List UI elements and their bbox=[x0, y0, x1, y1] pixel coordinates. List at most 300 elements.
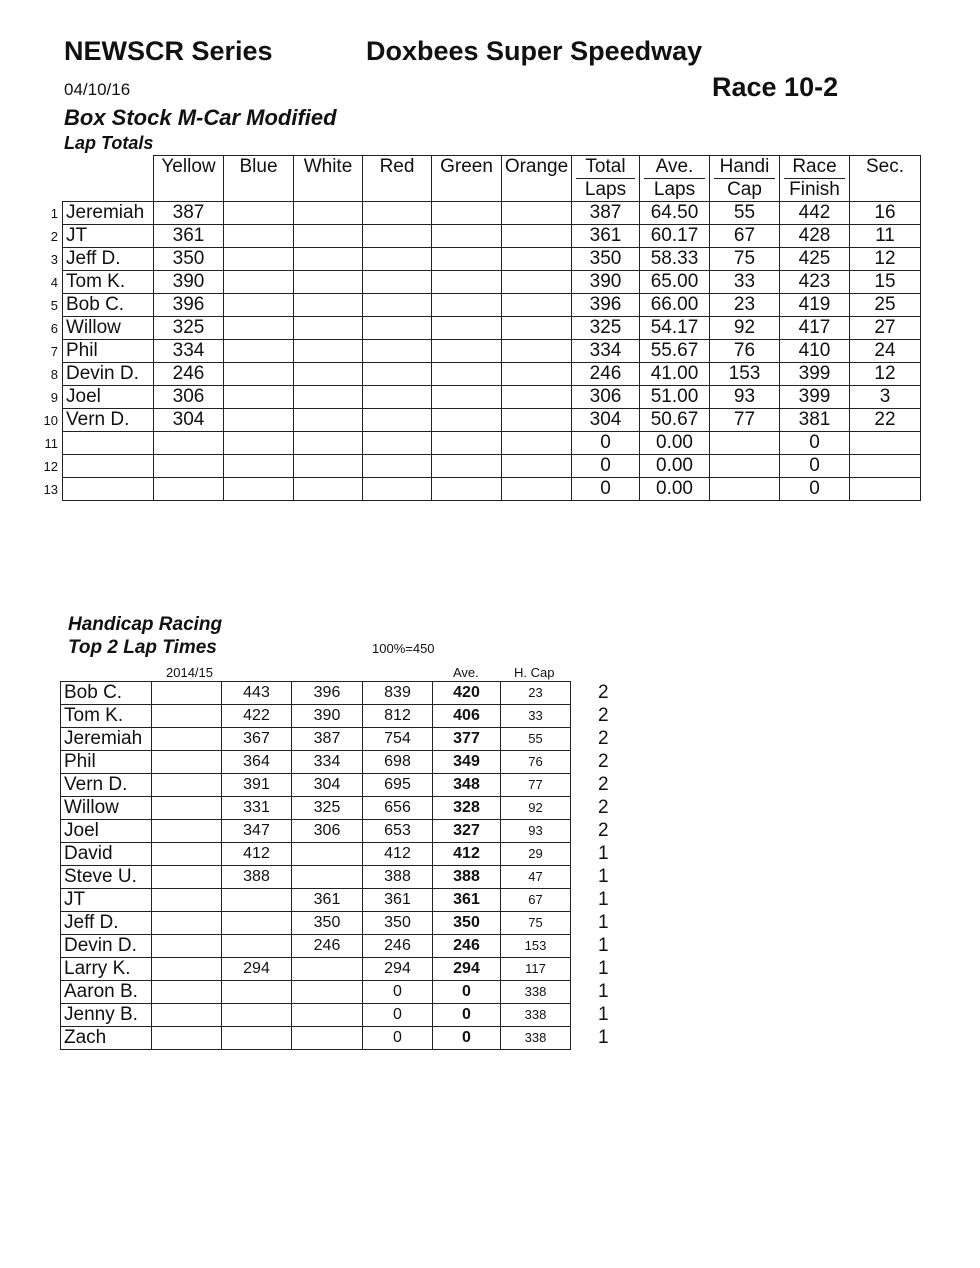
cell-empty bbox=[432, 432, 502, 455]
lap-table-header bbox=[63, 156, 921, 202]
hc-cell-c3: 246 bbox=[292, 935, 363, 958]
cell-empty bbox=[502, 317, 572, 340]
cell-empty bbox=[294, 294, 363, 317]
hc-cell-sum: 0 bbox=[363, 981, 433, 1004]
hc-cell-c1 bbox=[152, 728, 222, 751]
cell-empty bbox=[294, 432, 363, 455]
hc-cell-ave: 349 bbox=[433, 751, 501, 774]
cell-name: Bob C. bbox=[63, 294, 154, 317]
hc-cell-sum: 388 bbox=[363, 866, 433, 889]
lap-row bbox=[63, 271, 921, 294]
col-race-sub: Finish bbox=[789, 179, 840, 200]
cell-finish: 442 bbox=[780, 202, 850, 225]
cell-empty bbox=[294, 478, 363, 501]
cell-sec: 24 bbox=[850, 340, 921, 363]
col-total-laps bbox=[572, 156, 640, 202]
cell-total: 350 bbox=[572, 248, 640, 271]
cell-empty bbox=[224, 340, 294, 363]
race-count: 2 bbox=[598, 728, 609, 749]
race-count: 1 bbox=[598, 1027, 609, 1048]
hc-cell-name: Phil bbox=[61, 751, 152, 774]
series-title: NEWSCR Series bbox=[64, 36, 273, 66]
cell-empty bbox=[224, 432, 294, 455]
cell-total: 361 bbox=[572, 225, 640, 248]
hc-cell-c1 bbox=[152, 912, 222, 935]
row-number: 9 bbox=[50, 390, 58, 405]
cell-finish: 428 bbox=[780, 225, 850, 248]
race-count: 1 bbox=[598, 1004, 609, 1025]
col-race-label: Race bbox=[784, 156, 845, 179]
cell-finish: 381 bbox=[780, 409, 850, 432]
cell-empty bbox=[502, 294, 572, 317]
hc-cell-ave: 0 bbox=[433, 1027, 501, 1050]
hc-cell-c1 bbox=[152, 820, 222, 843]
handicap-row bbox=[61, 889, 571, 912]
col-orange: Orange bbox=[502, 156, 572, 202]
lap-row bbox=[63, 432, 921, 455]
cell-empty bbox=[502, 363, 572, 386]
hc-cell-hcap: 153 bbox=[501, 935, 571, 958]
hc-cell-sum: 0 bbox=[363, 1027, 433, 1050]
cell-empty bbox=[224, 202, 294, 225]
cell-empty bbox=[224, 455, 294, 478]
cell-empty bbox=[224, 271, 294, 294]
cell-name: Tom K. bbox=[63, 271, 154, 294]
handicap-title: Handicap Racing bbox=[68, 614, 223, 635]
cell-empty bbox=[294, 455, 363, 478]
cell-name: Devin D. bbox=[63, 363, 154, 386]
cell-ave: 0.00 bbox=[640, 432, 710, 455]
cell-empty bbox=[502, 202, 572, 225]
hc-cell-sum: 812 bbox=[363, 705, 433, 728]
season-label: 2014/15 bbox=[166, 665, 213, 680]
col-ave-sub: Laps bbox=[653, 179, 696, 200]
hc-cell-c1 bbox=[152, 797, 222, 820]
handicap-row bbox=[61, 935, 571, 958]
hc-cell-c1 bbox=[152, 774, 222, 797]
lap-row bbox=[63, 455, 921, 478]
row-number: 4 bbox=[50, 275, 58, 290]
cell-empty bbox=[363, 202, 432, 225]
hc-cell-hcap: 23 bbox=[501, 682, 571, 705]
hc-cell-sum: 653 bbox=[363, 820, 433, 843]
col-race-finish bbox=[780, 156, 850, 202]
hc-cell-sum: 294 bbox=[363, 958, 433, 981]
percent-note: 100%=450 bbox=[372, 641, 435, 656]
cell-empty bbox=[294, 317, 363, 340]
hc-cell-c1 bbox=[152, 935, 222, 958]
handicap-row bbox=[61, 981, 571, 1004]
col-blue: Blue bbox=[224, 156, 294, 202]
cell-sec: 12 bbox=[850, 363, 921, 386]
cell-total: 390 bbox=[572, 271, 640, 294]
cell-name: Jeremiah bbox=[63, 202, 154, 225]
hc-cell-sum: 0 bbox=[363, 1004, 433, 1027]
cell-name: Joel bbox=[63, 386, 154, 409]
hc-cell-hcap: 67 bbox=[501, 889, 571, 912]
cell-empty bbox=[363, 386, 432, 409]
row-number: 11 bbox=[44, 436, 58, 451]
hc-cell-c2: 364 bbox=[222, 751, 292, 774]
cell-yellow bbox=[154, 432, 224, 455]
hc-cell-c3 bbox=[292, 958, 363, 981]
cell-empty bbox=[224, 248, 294, 271]
hc-cell-hcap: 93 bbox=[501, 820, 571, 843]
hc-cell-sum: 698 bbox=[363, 751, 433, 774]
hc-cell-c3: 304 bbox=[292, 774, 363, 797]
cell-empty bbox=[224, 363, 294, 386]
cell-finish: 399 bbox=[780, 363, 850, 386]
hc-cell-hcap: 77 bbox=[501, 774, 571, 797]
cell-ave: 41.00 bbox=[640, 363, 710, 386]
hc-cell-c3: 387 bbox=[292, 728, 363, 751]
cell-empty bbox=[363, 363, 432, 386]
cell-empty bbox=[363, 478, 432, 501]
handicap-row bbox=[61, 682, 571, 705]
hc-cell-c1 bbox=[152, 958, 222, 981]
cell-sec: 16 bbox=[850, 202, 921, 225]
hc-cell-name: Steve U. bbox=[61, 866, 152, 889]
cell-sec bbox=[850, 478, 921, 501]
hc-cell-c3 bbox=[292, 1004, 363, 1027]
cell-ave: 0.00 bbox=[640, 478, 710, 501]
cell-finish: 0 bbox=[780, 432, 850, 455]
hc-cell-c2: 294 bbox=[222, 958, 292, 981]
cell-empty bbox=[363, 317, 432, 340]
hc-cell-sum: 350 bbox=[363, 912, 433, 935]
cell-total: 334 bbox=[572, 340, 640, 363]
cell-finish: 417 bbox=[780, 317, 850, 340]
hc-cell-name: David bbox=[61, 843, 152, 866]
race-count: 2 bbox=[598, 705, 609, 726]
cell-hcap bbox=[710, 478, 780, 501]
cell-empty bbox=[363, 432, 432, 455]
cell-ave: 54.17 bbox=[640, 317, 710, 340]
hc-cell-c1 bbox=[152, 1027, 222, 1050]
race-date: 04/10/16 bbox=[64, 80, 131, 99]
hc-cell-c3: 306 bbox=[292, 820, 363, 843]
row-number: 10 bbox=[43, 413, 58, 428]
row-number: 6 bbox=[50, 321, 58, 336]
cell-empty bbox=[294, 363, 363, 386]
cell-finish: 423 bbox=[780, 271, 850, 294]
cell-sec bbox=[850, 455, 921, 478]
row-number: 1 bbox=[50, 206, 58, 221]
cell-ave: 0.00 bbox=[640, 455, 710, 478]
cell-ave: 66.00 bbox=[640, 294, 710, 317]
hc-cell-name: Joel bbox=[61, 820, 152, 843]
hc-cell-name: Larry K. bbox=[61, 958, 152, 981]
lap-row bbox=[63, 225, 921, 248]
cell-hcap: 33 bbox=[710, 271, 780, 294]
hc-cell-c3: 325 bbox=[292, 797, 363, 820]
hc-cell-ave: 294 bbox=[433, 958, 501, 981]
cell-finish: 399 bbox=[780, 386, 850, 409]
cell-name: Jeff D. bbox=[63, 248, 154, 271]
cell-yellow: 334 bbox=[154, 340, 224, 363]
cell-ave: 55.67 bbox=[640, 340, 710, 363]
race-number: Race 10-2 bbox=[712, 72, 839, 102]
cell-total: 387 bbox=[572, 202, 640, 225]
cell-name: Willow bbox=[63, 317, 154, 340]
lap-row bbox=[63, 294, 921, 317]
cell-yellow: 350 bbox=[154, 248, 224, 271]
col-ave-laps bbox=[640, 156, 710, 202]
cell-empty bbox=[432, 455, 502, 478]
cell-hcap: 67 bbox=[710, 225, 780, 248]
race-count: 1 bbox=[598, 958, 609, 979]
cell-name: Phil bbox=[63, 340, 154, 363]
cell-empty bbox=[432, 340, 502, 363]
cell-empty bbox=[502, 271, 572, 294]
row-number: 13 bbox=[43, 482, 58, 497]
cell-hcap: 55 bbox=[710, 202, 780, 225]
cell-empty bbox=[363, 340, 432, 363]
cell-finish: 0 bbox=[780, 478, 850, 501]
cell-yellow: 387 bbox=[154, 202, 224, 225]
lap-row bbox=[63, 248, 921, 271]
hc-cell-hcap: 338 bbox=[501, 1004, 571, 1027]
hc-cell-sum: 839 bbox=[363, 682, 433, 705]
hc-cell-sum: 754 bbox=[363, 728, 433, 751]
hc-cell-ave: 0 bbox=[433, 1004, 501, 1027]
cell-sec: 25 bbox=[850, 294, 921, 317]
handicap-row bbox=[61, 958, 571, 981]
lap-row bbox=[63, 363, 921, 386]
cell-total: 396 bbox=[572, 294, 640, 317]
col-ave-label: Ave. bbox=[644, 156, 705, 179]
race-count: 1 bbox=[598, 843, 609, 864]
hc-cell-c1 bbox=[152, 866, 222, 889]
cell-hcap: 75 bbox=[710, 248, 780, 271]
cell-ave: 65.00 bbox=[640, 271, 710, 294]
cell-ave: 50.67 bbox=[640, 409, 710, 432]
cell-empty bbox=[432, 478, 502, 501]
handicap-row bbox=[61, 1027, 571, 1050]
col-sec: Sec. bbox=[850, 156, 921, 202]
hc-cell-c1 bbox=[152, 889, 222, 912]
cell-name bbox=[63, 432, 154, 455]
hc-cell-c3: 396 bbox=[292, 682, 363, 705]
cell-empty bbox=[363, 455, 432, 478]
hc-cell-c2: 367 bbox=[222, 728, 292, 751]
hc-cell-name: JT bbox=[61, 889, 152, 912]
cell-total: 0 bbox=[572, 432, 640, 455]
hc-cell-ave: 350 bbox=[433, 912, 501, 935]
hc-cell-hcap: 338 bbox=[501, 1027, 571, 1050]
handicap-row bbox=[61, 728, 571, 751]
hc-cell-c2 bbox=[222, 889, 292, 912]
hc-cell-ave: 412 bbox=[433, 843, 501, 866]
col-total-sub: Laps bbox=[584, 179, 627, 200]
cell-total: 306 bbox=[572, 386, 640, 409]
race-count: 2 bbox=[598, 797, 609, 818]
handicap-row bbox=[61, 797, 571, 820]
col-yellow: Yellow bbox=[154, 156, 224, 202]
lap-row bbox=[63, 340, 921, 363]
col-handicap bbox=[710, 156, 780, 202]
cell-empty bbox=[294, 225, 363, 248]
handicap-row bbox=[61, 774, 571, 797]
cell-name: Vern D. bbox=[63, 409, 154, 432]
hc-cell-c1 bbox=[152, 682, 222, 705]
col-red: Red bbox=[363, 156, 432, 202]
cell-empty bbox=[294, 271, 363, 294]
hc-cell-c1 bbox=[152, 981, 222, 1004]
lap-row bbox=[63, 409, 921, 432]
cell-hcap: 153 bbox=[710, 363, 780, 386]
cell-empty bbox=[502, 478, 572, 501]
cell-empty bbox=[294, 248, 363, 271]
hc-cell-sum: 361 bbox=[363, 889, 433, 912]
hc-cell-hcap: 55 bbox=[501, 728, 571, 751]
hc-cell-ave: 328 bbox=[433, 797, 501, 820]
hc-cell-hcap: 75 bbox=[501, 912, 571, 935]
handicap-row bbox=[61, 820, 571, 843]
race-count: 2 bbox=[598, 751, 609, 772]
hc-cell-name: Aaron B. bbox=[61, 981, 152, 1004]
hc-cell-sum: 412 bbox=[363, 843, 433, 866]
cell-empty bbox=[502, 455, 572, 478]
race-count: 2 bbox=[598, 774, 609, 795]
hc-cell-sum: 246 bbox=[363, 935, 433, 958]
handicap-row bbox=[61, 912, 571, 935]
hc-cell-sum: 695 bbox=[363, 774, 433, 797]
hc-cell-hcap: 338 bbox=[501, 981, 571, 1004]
cell-sec: 27 bbox=[850, 317, 921, 340]
col-handi-sub: Cap bbox=[727, 179, 762, 200]
row-number: 12 bbox=[43, 459, 58, 474]
cell-empty bbox=[432, 386, 502, 409]
hc-cell-c2 bbox=[222, 1027, 292, 1050]
col-handi-label: Handi bbox=[714, 156, 775, 179]
cell-empty bbox=[363, 271, 432, 294]
cell-yellow bbox=[154, 478, 224, 501]
cell-empty bbox=[363, 248, 432, 271]
hc-cell-name: Tom K. bbox=[61, 705, 152, 728]
cell-name: JT bbox=[63, 225, 154, 248]
hc-cell-name: Jenny B. bbox=[61, 1004, 152, 1027]
hc-cell-c2: 412 bbox=[222, 843, 292, 866]
handicap-subtitle: Top 2 Lap Times bbox=[68, 637, 217, 658]
hc-cell-c1 bbox=[152, 1004, 222, 1027]
cell-yellow: 361 bbox=[154, 225, 224, 248]
cell-empty bbox=[502, 340, 572, 363]
cell-empty bbox=[363, 294, 432, 317]
cell-empty bbox=[432, 317, 502, 340]
hc-cell-c2: 443 bbox=[222, 682, 292, 705]
cell-empty bbox=[224, 225, 294, 248]
handicap-row bbox=[61, 1004, 571, 1027]
hc-cell-c2: 331 bbox=[222, 797, 292, 820]
hc-cell-ave: 420 bbox=[433, 682, 501, 705]
section-lap-totals: Lap Totals bbox=[64, 133, 154, 153]
hc-cell-ave: 406 bbox=[433, 705, 501, 728]
car-class: Box Stock M-Car Modified bbox=[64, 105, 337, 130]
cell-finish: 425 bbox=[780, 248, 850, 271]
cell-yellow: 325 bbox=[154, 317, 224, 340]
cell-sec bbox=[850, 432, 921, 455]
hc-cell-c1 bbox=[152, 705, 222, 728]
cell-empty bbox=[432, 271, 502, 294]
handicap-row bbox=[61, 751, 571, 774]
hc-cell-name: Devin D. bbox=[61, 935, 152, 958]
hc-cell-c2: 388 bbox=[222, 866, 292, 889]
row-number: 5 bbox=[50, 298, 58, 313]
cell-empty bbox=[294, 202, 363, 225]
race-count: 1 bbox=[598, 912, 609, 933]
cell-total: 325 bbox=[572, 317, 640, 340]
hc-cell-c3: 350 bbox=[292, 912, 363, 935]
col-white: White bbox=[294, 156, 363, 202]
hc-cell-ave: 388 bbox=[433, 866, 501, 889]
cell-hcap: 92 bbox=[710, 317, 780, 340]
hc-cell-name: Vern D. bbox=[61, 774, 152, 797]
cell-name bbox=[63, 455, 154, 478]
hc-cell-c3 bbox=[292, 843, 363, 866]
cell-finish: 0 bbox=[780, 455, 850, 478]
handicap-row bbox=[61, 843, 571, 866]
hc-cell-c2: 422 bbox=[222, 705, 292, 728]
hc-cell-hcap: 33 bbox=[501, 705, 571, 728]
hc-cell-c3 bbox=[292, 1027, 363, 1050]
cell-total: 246 bbox=[572, 363, 640, 386]
hc-cell-c1 bbox=[152, 843, 222, 866]
race-count: 1 bbox=[598, 981, 609, 1002]
hc-cell-ave: 348 bbox=[433, 774, 501, 797]
hc-cell-ave: 377 bbox=[433, 728, 501, 751]
cell-ave: 64.50 bbox=[640, 202, 710, 225]
handicap-row bbox=[61, 866, 571, 889]
hc-cell-c2 bbox=[222, 935, 292, 958]
cell-yellow: 390 bbox=[154, 271, 224, 294]
hc-cell-hcap: 92 bbox=[501, 797, 571, 820]
cell-empty bbox=[224, 409, 294, 432]
hc-cell-c2 bbox=[222, 981, 292, 1004]
hc-cell-ave: 361 bbox=[433, 889, 501, 912]
row-number: 2 bbox=[50, 229, 58, 244]
row-number: 3 bbox=[50, 252, 58, 267]
race-count: 1 bbox=[598, 866, 609, 887]
race-count: 2 bbox=[598, 820, 609, 841]
hc-cell-hcap: 76 bbox=[501, 751, 571, 774]
row-number: 7 bbox=[50, 344, 58, 359]
cell-empty bbox=[502, 432, 572, 455]
cell-hcap bbox=[710, 432, 780, 455]
cell-ave: 58.33 bbox=[640, 248, 710, 271]
cell-empty bbox=[502, 225, 572, 248]
hc-cell-ave: 246 bbox=[433, 935, 501, 958]
hc-cell-c2: 391 bbox=[222, 774, 292, 797]
lap-row bbox=[63, 386, 921, 409]
lap-row bbox=[63, 202, 921, 225]
cell-empty bbox=[502, 409, 572, 432]
cell-yellow: 396 bbox=[154, 294, 224, 317]
cell-empty bbox=[502, 386, 572, 409]
race-count: 2 bbox=[598, 682, 609, 703]
hc-cell-c1 bbox=[152, 751, 222, 774]
handicap-row bbox=[61, 705, 571, 728]
cell-yellow: 246 bbox=[154, 363, 224, 386]
hc-cell-c3: 334 bbox=[292, 751, 363, 774]
cell-sec: 11 bbox=[850, 225, 921, 248]
hc-cell-hcap: 29 bbox=[501, 843, 571, 866]
lap-totals-table bbox=[62, 155, 921, 501]
hc-cell-name: Zach bbox=[61, 1027, 152, 1050]
hc-cell-c2 bbox=[222, 1004, 292, 1027]
cell-empty bbox=[224, 478, 294, 501]
cell-empty bbox=[432, 409, 502, 432]
